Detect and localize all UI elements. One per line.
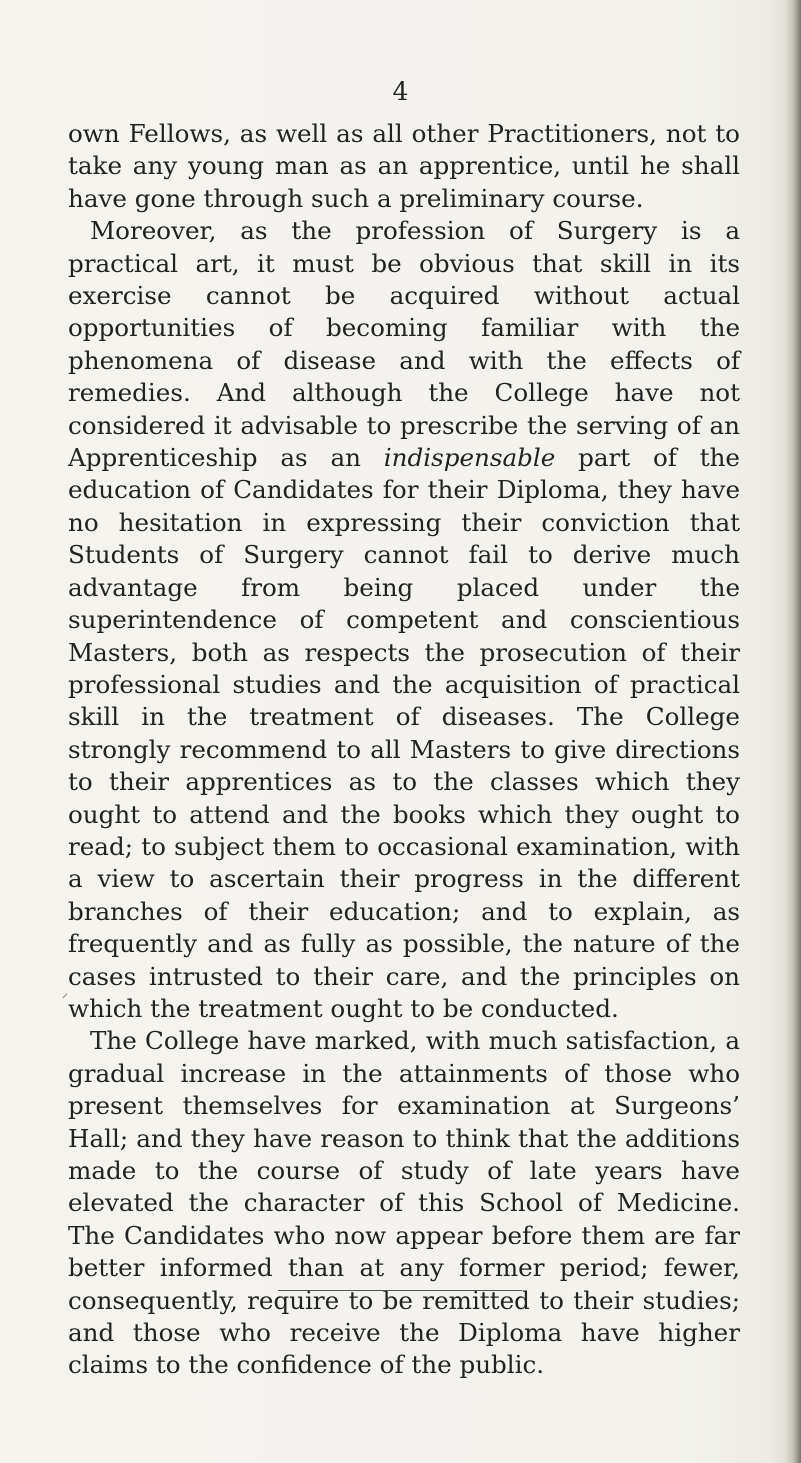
page-spine-shadow bbox=[785, 0, 801, 1463]
paragraph-3: The College have marked, with much satisfaction, a gradual increase in the attainments of those who present themselves for examination at Surgeons’ Hall; and they have reason to think that the additions made to the course of study of late years have elevated the character of this School of Medicine. The Candidates who now appear before them are far better informed than at any former period; fewer, consequently, require to be remitted to their studies; and those who receive the Diploma have higher claims to the confidence of the public. bbox=[68, 1026, 740, 1380]
paragraph-2 bbox=[68, 215, 740, 1025]
paragraph-1: own Fellows, as well as all other Practitioners, not to take any young man as an apprentice, until he shall have gone through such a preliminary course. bbox=[68, 119, 740, 213]
body-text bbox=[68, 118, 740, 1382]
paragraph-2-rest: part of the education of Candidates for their Diploma, they have no hesitation in expressing their conviction that Students of Surgery cannot fail to derive much advantage from being placed under the superintendence of competent and conscientious Masters, both as respects the prosecution of their professional studies and the acquisition of practical skill in the treatment of diseases. The College strongly recommend to all Masters to give directions to their apprentices as to the classes which they ought to attend and the books which they ought to read; to subject them to occasional examination, with a view to ascertain their progress in the different branches of their education; and to explain, as frequently and as fully as possible, the nature of the cases intrusted to their care, and the principles on which the treatment ought to be conducted. bbox=[68, 443, 740, 1023]
page-number: 4 bbox=[392, 77, 409, 106]
stray-ink-mark: ⸝ bbox=[62, 986, 69, 1000]
paragraph-2-lead: Moreover, as the profession of Surgery is a practical art, it must be obvious that skill in its exercise cannot be acquired without actual opportunities of becoming familiar with the phenomena of disease and with the effects of remedies. And although the College have not considered it advisable to prescribe the serving of an Apprenticeship as an bbox=[68, 216, 740, 473]
section-divider-rule bbox=[278, 1290, 522, 1291]
emphasis-indispensable: indispensable bbox=[383, 443, 556, 473]
